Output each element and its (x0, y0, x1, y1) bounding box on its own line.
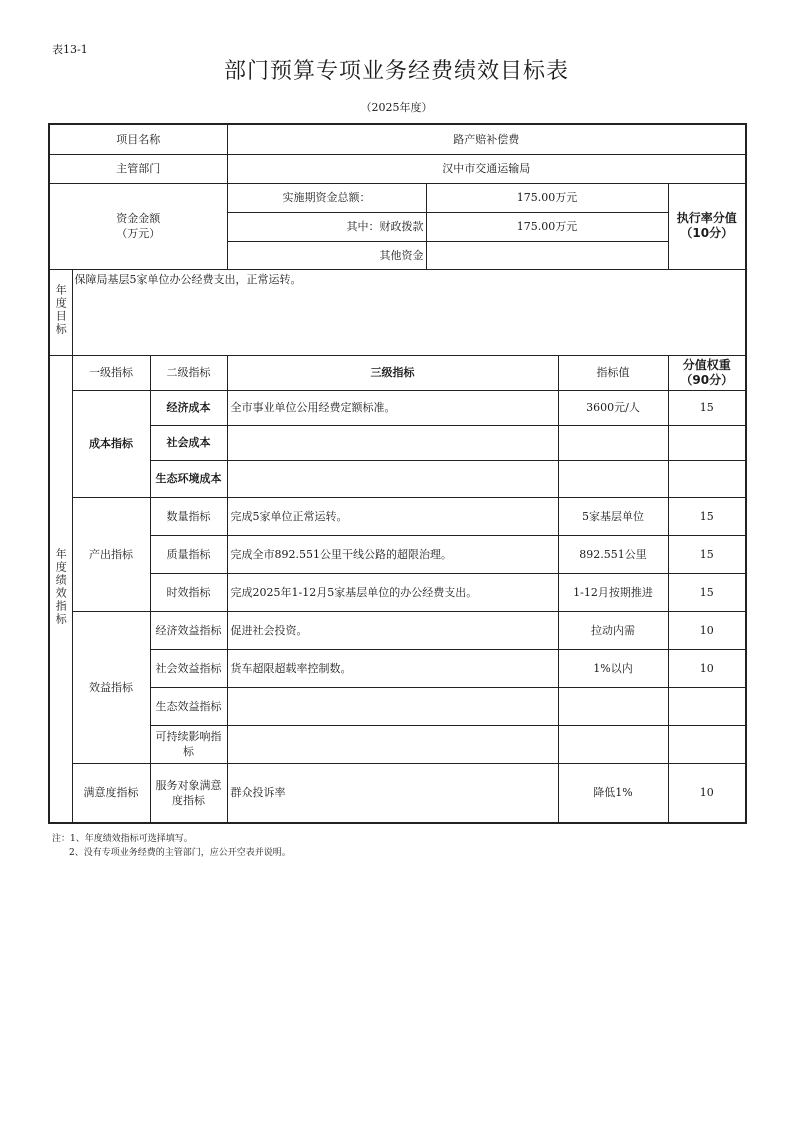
header-level3: 三级指标 (227, 355, 558, 390)
fiscal-funds-label: 其中：财政拨款 (227, 212, 426, 241)
value-cell: 892.551公里 (558, 535, 668, 573)
level2-cell: 生态效益指标 (150, 687, 227, 725)
level2-cell: 数量指标 (150, 497, 227, 535)
header-weight (668, 355, 746, 390)
table-row (49, 611, 746, 649)
table-row (49, 687, 746, 725)
value-cell (558, 425, 668, 460)
weight-cell (668, 725, 746, 763)
funds-label-line1: 资金金额 (116, 212, 161, 225)
weight-cell: 15 (668, 390, 746, 425)
indicators-side-label-text: 年度绩效指标 (54, 547, 68, 626)
annual-goal-label (49, 269, 72, 355)
value-cell: 拉动内需 (558, 611, 668, 649)
note-line-2: 2、没有专项业务经费的主管部门，应公开空表并说明。 (69, 848, 291, 858)
level1-benefit: 效益指标 (72, 611, 150, 763)
weight-cell: 10 (668, 649, 746, 687)
weight-cell (668, 425, 746, 460)
weight-cell: 10 (668, 611, 746, 649)
level2-cell: 时效指标 (150, 573, 227, 611)
value-cell (558, 687, 668, 725)
header-value: 指标值 (558, 355, 668, 390)
total-funds-label: 实施期资金总额： (227, 183, 426, 212)
table-row (49, 497, 746, 535)
header-level2: 二级指标 (150, 355, 227, 390)
exec-label-line1: 执行率分值 (676, 211, 737, 225)
department-value: 汉中市交通运输局 (227, 154, 746, 183)
level3-cell (227, 460, 558, 497)
table-row (49, 649, 746, 687)
header-weight-line2: （90分） (680, 372, 734, 387)
note-line-1: 注：1、年度绩效指标可选择填写。 (52, 834, 193, 844)
execution-rate-score (668, 183, 746, 269)
level2-cell: 经济效益指标 (150, 611, 227, 649)
level2-cell: 质量指标 (150, 535, 227, 573)
indicators-side-label (49, 355, 72, 823)
value-cell (558, 725, 668, 763)
performance-table (48, 123, 747, 824)
level3-cell: 完成5家单位正常运转。 (227, 497, 558, 535)
level1-cost: 成本指标 (72, 390, 150, 497)
header-level1: 一级指标 (72, 355, 150, 390)
level2-cell: 服务对象满意度指标 (150, 763, 227, 823)
level3-cell (227, 725, 558, 763)
weight-cell (668, 687, 746, 725)
level2-cell: 可持续影响指标 (150, 725, 227, 763)
table-row (49, 460, 746, 497)
level2-cell: 生态环境成本 (150, 460, 227, 497)
total-funds-value: 175.00万元 (426, 183, 668, 212)
table-row (49, 573, 746, 611)
level2-cell: 社会效益指标 (150, 649, 227, 687)
funds-label-line2: （万元） (116, 227, 161, 240)
project-name-value: 路产赔补偿费 (227, 124, 746, 154)
exec-label-line2: （10分） (680, 226, 734, 240)
level1-satisfaction: 满意度指标 (72, 763, 150, 823)
table-row (49, 725, 746, 763)
weight-cell: 15 (668, 535, 746, 573)
table-row (49, 535, 746, 573)
level3-cell: 全市事业单位公用经费定额标准。 (227, 390, 558, 425)
table-row (49, 390, 746, 425)
annual-goal-label-text: 年度目标 (54, 284, 68, 336)
annual-goal-text: 保障局基层5家单位办公经费支出，正常运转。 (72, 269, 746, 355)
level3-cell: 货车超限超载率控制数。 (227, 649, 558, 687)
page-title: 部门预算专项业务经费绩效目标表 (223, 59, 569, 84)
fiscal-funds-value: 175.00万元 (426, 212, 668, 241)
notes (52, 832, 291, 860)
level1-output: 产出指标 (72, 497, 150, 611)
weight-cell: 15 (668, 573, 746, 611)
value-cell: 1%以内 (558, 649, 668, 687)
project-name-label: 项目名称 (49, 124, 227, 154)
value-cell: 3600元/人 (558, 390, 668, 425)
level2-cell: 社会成本 (150, 425, 227, 460)
header-weight-line1: 分值权重 (682, 357, 731, 372)
level3-cell (227, 425, 558, 460)
funds-label (49, 183, 227, 269)
weight-cell (668, 460, 746, 497)
level2-cell: 经济成本 (150, 390, 227, 425)
value-cell: 5家基层单位 (558, 497, 668, 535)
table-row (49, 425, 746, 460)
level3-cell: 完成全市892.551公里干线公路的超限治理。 (227, 535, 558, 573)
table-number: 表13-1 (52, 43, 88, 56)
level3-cell: 群众投诉率 (227, 763, 558, 823)
department-label: 主管部门 (49, 154, 227, 183)
value-cell (558, 460, 668, 497)
weight-cell: 15 (668, 497, 746, 535)
level3-cell: 完成2025年1-12月5家基层单位的办公经费支出。 (227, 573, 558, 611)
value-cell: 1-12月按期推进 (558, 573, 668, 611)
level3-cell (227, 687, 558, 725)
value-cell: 降低1% (558, 763, 668, 823)
table-row (49, 763, 746, 823)
other-funds-value (426, 241, 668, 269)
weight-cell: 10 (668, 763, 746, 823)
other-funds-label: 其他资金 (227, 241, 426, 269)
year-label: （2025年度） (360, 101, 433, 114)
level3-cell: 促进社会投资。 (227, 611, 558, 649)
